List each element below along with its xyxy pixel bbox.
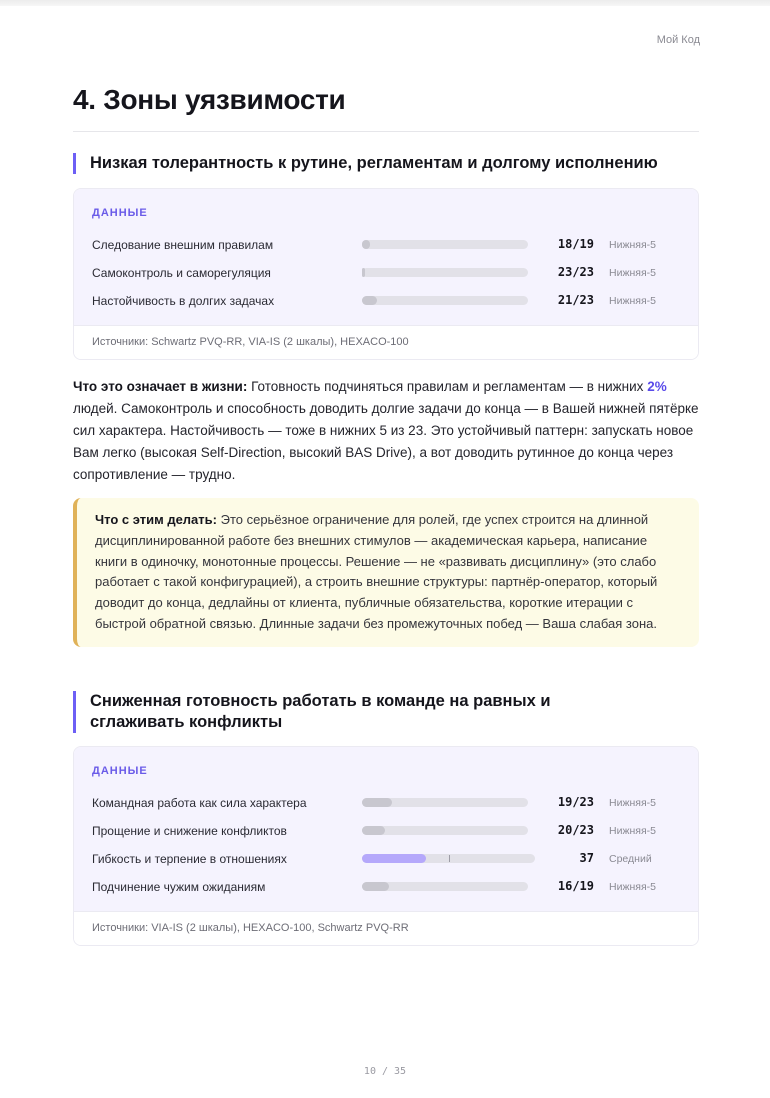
average-marker bbox=[449, 855, 450, 862]
advice-callout bbox=[73, 498, 699, 647]
metric-tier: Нижняя-5 bbox=[609, 825, 656, 837]
metric-tier: Нижняя-5 bbox=[609, 881, 656, 893]
metric-name: Самоконтроль и саморегуляция bbox=[92, 266, 271, 280]
metric-bar bbox=[362, 854, 535, 863]
metric-score: 20/23 bbox=[557, 823, 594, 837]
metric-tier: Нижняя-5 bbox=[609, 295, 656, 307]
top-edge bbox=[0, 0, 770, 6]
metric-tier: Нижняя-5 bbox=[609, 239, 656, 251]
page-number: 10 / 35 bbox=[363, 1066, 407, 1077]
metric-bar-fill bbox=[362, 268, 365, 277]
life-meaning-text: Готовность подчиняться правилам и регламентам — в нижних bbox=[247, 379, 648, 394]
metric-bar-fill bbox=[362, 296, 377, 305]
metric-score: 18/19 bbox=[557, 237, 594, 251]
metric-bar bbox=[362, 296, 528, 305]
metric-bar bbox=[362, 268, 528, 277]
metric-name: Следование внешним правилам bbox=[92, 238, 274, 252]
advice-label: Что с этим делать: bbox=[95, 512, 217, 527]
metric-name: Командная работа как сила характера bbox=[92, 796, 307, 810]
card-sources: Источники: VIA-IS (2 шкалы), HEXACO-100, Schwartz PVQ-RR bbox=[74, 911, 698, 945]
card-label: ДАННЫЕ bbox=[92, 207, 148, 219]
metric-bar bbox=[362, 798, 528, 807]
metric-row bbox=[92, 789, 680, 817]
card-sources: Источники: Schwartz PVQ-RR, VIA-IS (2 шкалы), HEXACO-100 bbox=[74, 325, 698, 359]
metric-score: 19/23 bbox=[557, 795, 594, 809]
life-meaning-text-rest: людей. Самоконтроль и способность доводить долгие задачи до конца — в Вашей нижней пятёрке сил характера. Настойчивость — тоже в нижних 5 из 23. Это устойчивый паттерн: запускать новое Вам легко (высокая Self-Direction, высокий BAS Drive), а вот доводить рутинное до конца через сопротивление — трудно. bbox=[73, 401, 699, 482]
brand-label: Мой Код bbox=[656, 34, 700, 46]
advice-text: Это серьёзное ограничение для ролей, где успех строится на длинной дисциплинированной работе без внешних стимулов — академическая карьера, написание книги в одиночку, монотонные процессы. Решение — не «развивать дисциплину» (это слабо работает с такой конфигурацией), а строить внешние структуры: партнёр-оператор, который доводит до конца, дедлайны от клиента, публичные обязательства, короткие итерации с быстрой обратной связью. Длинные задачи без промежуточных побед — Ваша слабая зона. bbox=[95, 512, 658, 631]
metric-bar-fill bbox=[362, 798, 392, 807]
metric-bar bbox=[362, 826, 528, 835]
metric-name: Подчинение чужим ожиданиям bbox=[92, 880, 266, 894]
title-divider bbox=[73, 131, 699, 132]
metric-name: Гибкость и терпение в отношениях bbox=[92, 852, 287, 866]
metric-row bbox=[92, 845, 680, 873]
metric-bar bbox=[362, 882, 528, 891]
metric-tier: Нижняя-5 bbox=[609, 797, 656, 809]
life-meaning-label: Что это означает в жизни: bbox=[73, 379, 248, 394]
metric-row bbox=[92, 259, 680, 287]
percent-highlight: 2% bbox=[647, 379, 667, 394]
metric-row bbox=[92, 287, 680, 315]
metric-row bbox=[92, 231, 680, 259]
metric-score: 37 bbox=[579, 851, 594, 865]
card-label: ДАННЫЕ bbox=[92, 765, 148, 777]
data-card-routine bbox=[73, 188, 699, 360]
metric-name: Настойчивость в долгих задачах bbox=[92, 294, 275, 308]
metric-tier: Нижняя-5 bbox=[609, 267, 656, 279]
metric-score: 23/23 bbox=[557, 265, 594, 279]
metric-score: 21/23 bbox=[557, 293, 594, 307]
metric-bar-fill bbox=[362, 882, 389, 891]
section-heading-teamwork: Сниженная готовность работать в команде на равных и сглаживать конфликты bbox=[73, 691, 610, 733]
metric-bar-fill bbox=[362, 826, 385, 835]
metric-bar-fill bbox=[362, 240, 370, 249]
metric-score: 16/19 bbox=[557, 879, 594, 893]
metric-tier: Средний bbox=[609, 853, 652, 865]
life-meaning-paragraph bbox=[73, 376, 699, 486]
data-card-teamwork bbox=[73, 746, 699, 946]
data-card-body bbox=[74, 189, 698, 325]
metric-row bbox=[92, 873, 680, 901]
section-heading-routine: Низкая толерантность к рутине, регламентам и долгому исполнению bbox=[73, 153, 690, 174]
metric-bar bbox=[362, 240, 528, 249]
metric-row bbox=[92, 817, 680, 845]
page-title: 4. Зоны уязвимости bbox=[73, 84, 346, 115]
metric-name: Прощение и снижение конфликтов bbox=[92, 824, 287, 838]
data-card-body bbox=[74, 747, 698, 911]
metric-bar-fill bbox=[362, 854, 426, 863]
